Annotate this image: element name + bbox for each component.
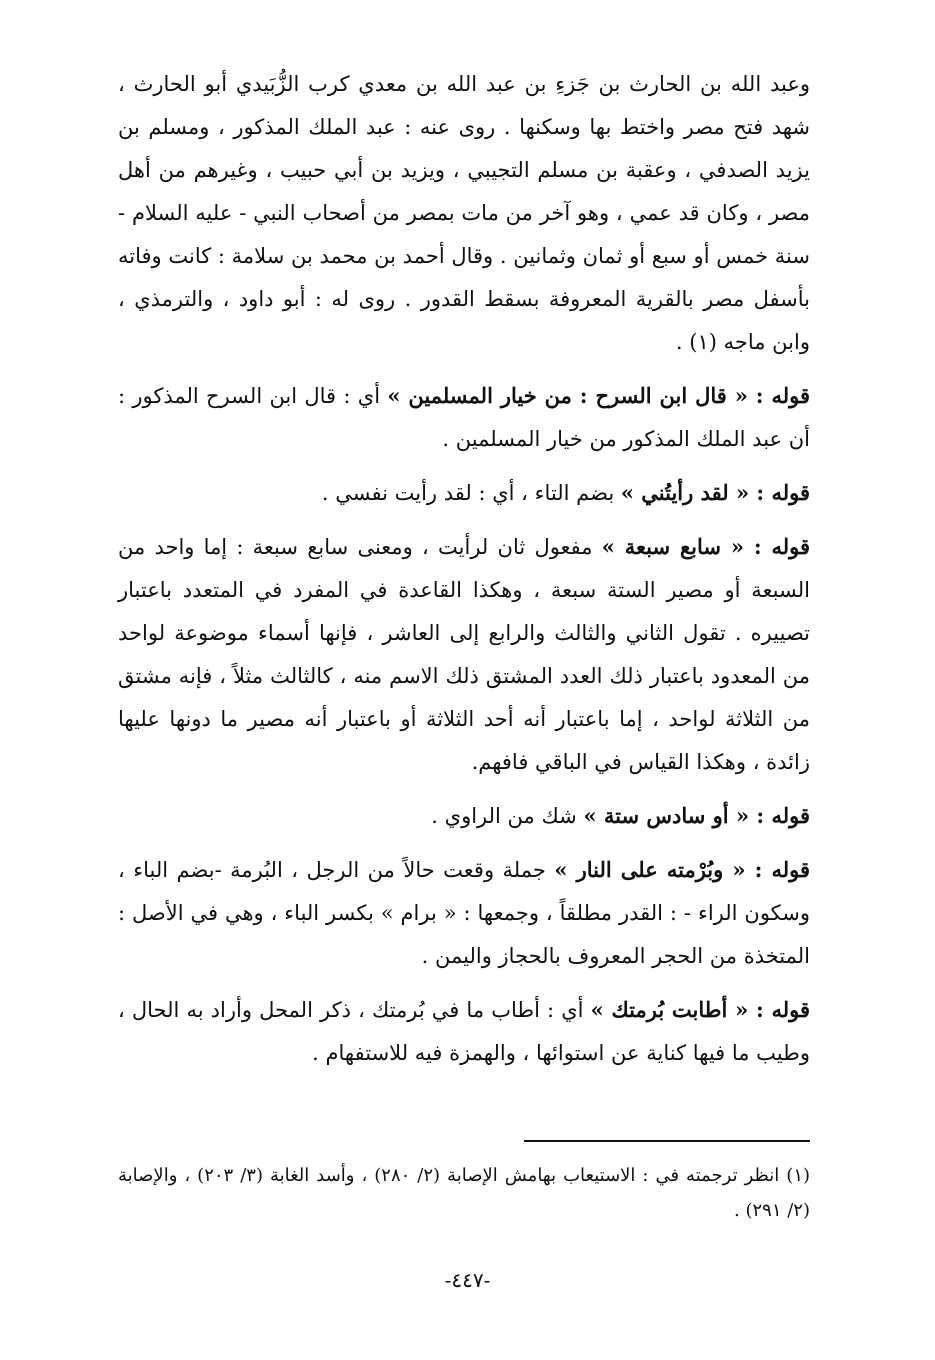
- page-number: -٤٤٧-: [444, 1268, 491, 1292]
- paragraph-4-lead: قوله : « سابع سبعة »: [601, 534, 810, 559]
- paragraph-6-lead: قوله : « وبُرْمته على النار »: [554, 857, 810, 882]
- paragraph-2: [118, 374, 810, 461]
- footnote-divider: [524, 1140, 810, 1142]
- paragraph-7: [118, 988, 810, 1075]
- main-text: [118, 62, 810, 1075]
- paragraph-3: [118, 471, 810, 515]
- footnote: (١) انظر ترجمته في : الاستيعاب بهامش الإصابة (٢/ ٢٨٠) ، وأسد الغابة (٣/ ٢٠٣) ، والإصابة (٢/ ٢٩١) .: [118, 1165, 811, 1221]
- paragraph-3-lead: قوله : « لقد رأيتُني »: [620, 480, 810, 505]
- paragraph-6-text: جملة وقعت حالاً من الرجل ، البُرمة -بضم الباء ، وسكون الراء - : القدر مطلقاً ، وجمعها : « برام » بكسر الباء ، وهي في الأصل : المتخذة من الحجر المعروف بالحجاز واليمن .: [118, 858, 810, 968]
- paragraph-6: [118, 848, 810, 978]
- paragraph-5-lead: قوله : « أو سادس ستة »: [583, 803, 810, 828]
- paragraph-2-text: أي : قال ابن السرح المذكور : أن عبد الملك المذكور من خيار المسلمين .: [118, 384, 810, 451]
- paragraph-4: [118, 525, 810, 784]
- paragraph-7-text: أي : أطاب ما في بُرمتك ، ذكر المحل وأراد به الحال ، وطيب ما فيها كناية عن استوائها ، والهمزة فيه للاستفهام .: [118, 998, 810, 1065]
- paragraph-1: [118, 62, 810, 364]
- paragraph-5: [118, 794, 810, 838]
- paragraph-5-text: شك من الراوي .: [431, 804, 584, 828]
- paragraph-7-lead: قوله : « أطابت بُرمتك »: [590, 997, 811, 1022]
- paragraph-1-text: وعبد الله بن الحارث بن جَزءِ بن عبد الله بن معدي كرب الزُّبَيدي أبو الحارث ، شهد فتح مصر واختط بها وسكنها . روى عنه : عبد الملك المذكور ، ومسلم بن يزيد الصدفي ، وعقبة بن مسلم التجيبي ، ويزيد بن أبي حبيب ، وغيرهم من أهل مصر ، وكان قد عمي ، وهو آخر من مات بمصر من أصحاب النبي - عليه السلام - سنة خمس أو سبع أو ثمان وثمانين . وقال أحمد بن محمد بن سلامة : كانت وفاته بأسفل مصر بالقرية المعروفة بسقط القدور . روى له : أبو داود ، والترمذي ، وابن ماجه (١) .: [118, 72, 810, 354]
- paragraph-4-text: مفعول ثان لرأيت ، ومعنى سابع سبعة : إما واحد من السبعة أو مصير الستة سبعة ، وهكذا القاعدة في المفرد في المتعدد باعتبار تصييره . تقول الثاني والثالث والرابع إلى العاشر ، فإنها أسماء موضوعة لواحد من المعدود باعتبار ذلك العدد المشتق ذلك الاسم منه ، كالثالث مثلاً ، فإنه مشتق من الثلاثة لواحد ، إما باعتبار أنه أحد الثلاثة أو باعتبار أنه مصير ما دونها عليها زائدة ، وهكذا القياس في الباقي فافهم.: [118, 535, 810, 774]
- paragraph-2-lead: قوله : « قال ابن السرح : من خيار المسلمين »: [387, 383, 810, 408]
- paragraph-3-text: بضم التاء ، أي : لقد رأيت نفسي .: [321, 481, 621, 505]
